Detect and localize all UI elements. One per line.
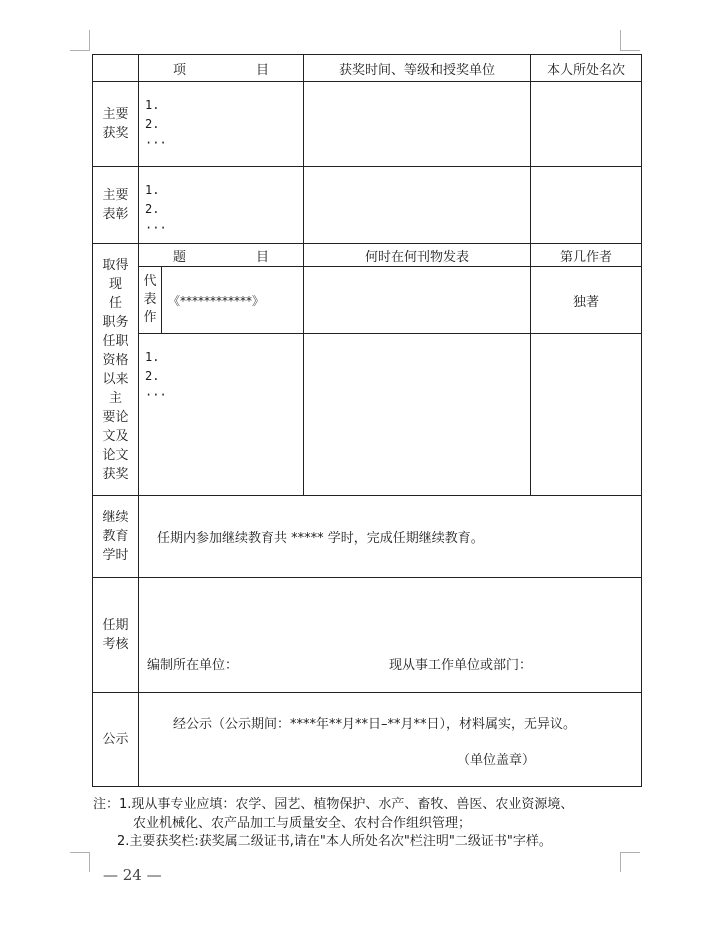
- note-line-2: 农业机械化、农产品加工与质量安全、农村合作组织管理；: [133, 816, 472, 831]
- awards-info-cell[interactable]: [304, 82, 531, 167]
- education-label: 继续 教育 学时: [93, 496, 139, 578]
- honors-info-cell[interactable]: [304, 167, 531, 244]
- header-row: [93, 55, 642, 82]
- header-rank: 本人所处名次: [531, 55, 642, 82]
- papers-header-author-order: 第几作者: [531, 244, 642, 267]
- awards-row: [93, 82, 642, 167]
- papers-title-b: 目: [255, 249, 269, 265]
- honors-row: [93, 167, 642, 244]
- crop-mark: [620, 852, 640, 853]
- page-number: — 24 —: [103, 866, 162, 884]
- assessment-dept-label: 现从事工作单位或部门：: [389, 658, 533, 673]
- header-item-b: 目: [255, 62, 269, 78]
- note-line-1: 注：1.现从事专业应填：农学、园艺、植物保护、水产、畜牧、兽医、农业资源境、: [93, 797, 574, 812]
- papers-list-row: [93, 334, 642, 496]
- papers-header-title: [139, 244, 304, 267]
- rep-work-publish-cell[interactable]: [304, 267, 531, 334]
- education-row: [93, 496, 642, 578]
- honors-label: 主要 表彰: [93, 167, 139, 244]
- awards-items[interactable]: 1. 2. ···: [139, 82, 304, 167]
- papers-title-a: 题: [173, 249, 187, 265]
- publicity-text: 经公示（公示期间：****年**月**日–**月**日），材料属实，无异议。: [173, 717, 577, 732]
- crop-mark: [620, 852, 621, 872]
- crop-mark: [70, 50, 90, 51]
- crop-mark: [89, 852, 90, 872]
- awards-rank-cell[interactable]: [531, 82, 642, 167]
- papers-publish-cell[interactable]: [304, 334, 531, 496]
- awards-label: 主要 获奖: [93, 82, 139, 167]
- note-line-3: 2.主要获奖栏:获奖属二级证书,请在"本人所处名次"栏注明"二级证书"字样。: [117, 834, 552, 849]
- publicity-label: 公示: [93, 693, 139, 787]
- education-text[interactable]: 任期内参加继续教育共 ***** 学时，完成任期继续教育。: [139, 496, 642, 578]
- papers-header-row: [93, 244, 642, 267]
- award-form-table: [92, 54, 642, 787]
- assessment-unit-label: 编制所在单位：: [147, 658, 239, 673]
- publicity-row: [93, 693, 642, 787]
- rep-work-row: [93, 267, 642, 334]
- crop-mark: [89, 30, 90, 50]
- rep-work-label: 代 表 作: [139, 267, 162, 334]
- publicity-cell[interactable]: [139, 693, 642, 787]
- rep-work-author[interactable]: 独著: [531, 267, 642, 334]
- papers-author-cell[interactable]: [531, 334, 642, 496]
- header-award-info: 获奖时间、等级和授奖单位: [304, 55, 531, 82]
- papers-header-publish: 何时在何刊物发表: [304, 244, 531, 267]
- assessment-cell[interactable]: [139, 578, 642, 693]
- papers-label: 取得 现 任 职务 任职 资格 以来 主 要论 文及 论文 获奖: [93, 244, 139, 496]
- rep-work-title[interactable]: 《************》: [162, 267, 304, 334]
- crop-mark: [620, 30, 621, 50]
- assessment-row: [93, 578, 642, 693]
- papers-items[interactable]: 1. 2. ···: [139, 334, 304, 496]
- publicity-seal: （单位盖章）: [457, 753, 536, 768]
- honors-items[interactable]: 1. 2. ···: [139, 167, 304, 244]
- header-item-a: 项: [173, 62, 187, 78]
- header-blank: [93, 55, 139, 82]
- crop-mark: [70, 852, 90, 853]
- header-item: [139, 55, 304, 82]
- assessment-label: 任期 考核: [93, 578, 139, 693]
- honors-rank-cell[interactable]: [531, 167, 642, 244]
- crop-mark: [620, 50, 640, 51]
